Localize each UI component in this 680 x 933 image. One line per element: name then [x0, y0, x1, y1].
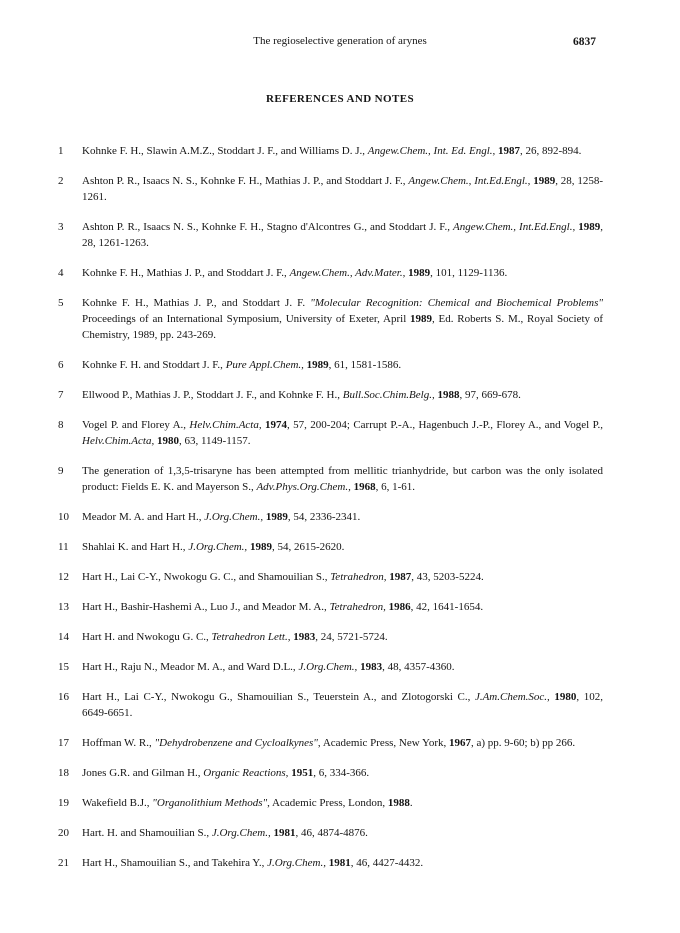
- journal-title: Tetrahedron,: [330, 571, 387, 583]
- running-title: The regioselective generation of arynes: [253, 35, 427, 47]
- journal-title: Angew.Chem., Int.Ed.Engl.,: [408, 175, 531, 187]
- reference-item: [58, 795, 603, 811]
- reference-item: [58, 689, 603, 721]
- reference-segment: The generation of 1,3,5-trisaryne has been attempted from mellitic trianhydride, but carbon was the only isolated product: Fields E. K. and Mayerson S.,: [82, 465, 603, 493]
- reference-number: 9: [58, 465, 64, 477]
- journal-title: J.Org.Chem.,: [267, 857, 326, 869]
- reference-segment: Hart H., Shamouilian S., and Takehira Y.,: [82, 857, 268, 869]
- reference-segment: , 102, 6649-6651.: [82, 691, 604, 719]
- reference-item: [58, 659, 603, 675]
- reference-text: [82, 765, 603, 781]
- reference-segment: Proceedings of an International Symposium, University of Exeter, April: [82, 313, 411, 325]
- journal-title: J.Org.Chem.,: [211, 827, 271, 839]
- reference-segment: , 24, 5721-5724.: [315, 631, 388, 643]
- reference-item: [58, 173, 603, 205]
- reference-segment: Vogel P. and Florey A.,: [82, 419, 190, 431]
- reference-text: [82, 599, 603, 615]
- reference-item: [58, 599, 603, 615]
- reference-segment: Ashton P. R., Isaacs N. S., Kohnke F. H., Mathias J. P., and Stoddart J. F.,: [82, 175, 409, 187]
- reference-number: 3: [58, 221, 64, 233]
- publication-year: 1974: [265, 419, 287, 431]
- reference-text: [82, 509, 603, 525]
- publication-year: 1951: [291, 767, 314, 779]
- reference-number: 5: [58, 297, 64, 309]
- journal-title: Angew.Chem., Adv.Mater.,: [289, 267, 406, 279]
- publication-year: 1981: [328, 857, 351, 869]
- journal-title: J.Org.Chem.,: [204, 511, 264, 523]
- reference-segment: , 57, 200-204; Carrupt P.-A., Hagenbuch J.-P., Florey A., and Vogel P.,: [287, 419, 603, 431]
- reference-segment: , a) pp. 9-60; b) pp 266.: [471, 737, 576, 749]
- reference-text: [82, 265, 603, 281]
- journal-title: Angew.Chem., Int.Ed.Engl.,: [452, 221, 576, 233]
- reference-list: [58, 143, 603, 885]
- journal-title: Pure Appl.Chem.,: [225, 359, 304, 371]
- journal-title: Helv.Chim.Acta,: [189, 419, 262, 431]
- publication-year: 1988: [387, 797, 410, 809]
- reference-segment: , 6, 1-61.: [375, 481, 416, 493]
- reference-segment: Jones G.R. and Gilman H.,: [82, 767, 204, 779]
- reference-number: 15: [58, 661, 69, 673]
- reference-number: 21: [58, 857, 69, 869]
- publication-year: 1989: [410, 313, 433, 325]
- reference-number: 7: [58, 389, 64, 401]
- reference-item: [58, 539, 603, 555]
- reference-item: [58, 295, 603, 343]
- reference-number: 18: [58, 767, 69, 779]
- journal-title: Helv.Chim.Acta,: [82, 435, 155, 447]
- publication-year: 1989: [578, 221, 601, 233]
- publication-year: 1981: [273, 827, 296, 839]
- reference-number: 1: [58, 145, 64, 157]
- reference-segment: , 43, 5203-5224.: [411, 571, 484, 583]
- reference-segment: , 26, 892-894.: [520, 145, 582, 157]
- publication-year: 1968: [353, 481, 376, 493]
- reference-segment: , Academic Press, New York,: [317, 737, 449, 749]
- reference-text: [82, 417, 603, 449]
- reference-text: [82, 735, 603, 751]
- reference-item: [58, 629, 603, 645]
- reference-number: 20: [58, 827, 69, 839]
- reference-number: 2: [58, 175, 64, 187]
- reference-segment: Kohnke F. H., Mathias J. P., and Stoddart J. F.: [82, 297, 311, 309]
- publication-year: 1967: [449, 737, 471, 749]
- journal-title: Bull.Soc.Chim.Belg.,: [342, 389, 435, 401]
- reference-item: [58, 219, 603, 251]
- journal-title: Organic Reactions,: [203, 767, 289, 779]
- journal-title: J.Org.Chem.,: [298, 661, 358, 673]
- publication-year: 1989: [306, 359, 329, 371]
- reference-segment: Hoffman W. R.,: [82, 737, 155, 749]
- reference-segment: Meador M. A. and Hart H.,: [82, 511, 205, 523]
- reference-item: [58, 509, 603, 525]
- reference-item: [58, 463, 603, 495]
- reference-segment: Hart H., Lai C-Y., Nwokogu G., Shamouilian S., Teuerstein A., and Zlotogorski C.,: [82, 691, 475, 703]
- reference-number: 13: [58, 601, 69, 613]
- journal-title: Adv.Phys.Org.Chem.,: [256, 481, 351, 493]
- publication-year: 1987: [498, 145, 520, 157]
- publication-year: 1989: [408, 267, 431, 279]
- reference-text: [82, 387, 603, 403]
- reference-text: [82, 795, 603, 811]
- reference-text: [82, 539, 603, 555]
- reference-segment: , 48, 4357-4360.: [382, 661, 455, 673]
- reference-segment: , 97, 669-678.: [459, 389, 521, 401]
- reference-item: [58, 735, 603, 751]
- reference-text: [82, 219, 603, 251]
- reference-number: 16: [58, 691, 69, 703]
- reference-segment: , 54, 2615-2620.: [271, 541, 345, 553]
- reference-number: 12: [58, 571, 69, 583]
- reference-number: 4: [58, 267, 64, 279]
- reference-number: 11: [58, 541, 69, 553]
- reference-segment: Hart H., Bashir-Hashemi A., Luo J., and Meador M. A.,: [82, 601, 330, 613]
- reference-text: [82, 855, 603, 871]
- reference-segment: Kohnke F. H. and Stoddart J. F.,: [82, 359, 226, 371]
- journal-title: J.Am.Chem.Soc.,: [474, 691, 550, 703]
- reference-text: [82, 659, 603, 675]
- publication-year: 1983: [293, 631, 316, 643]
- publication-year: 1983: [360, 661, 383, 673]
- reference-text: [82, 143, 603, 159]
- reference-segment: , 46, 4427-4432.: [350, 857, 424, 869]
- publication-year: 1989: [249, 541, 272, 553]
- journal-title: J.Org.Chem.,: [188, 541, 248, 553]
- reference-segment: Hart H. and Nwokogu G. C.,: [82, 631, 212, 643]
- page-number: 6837: [573, 36, 596, 48]
- reference-segment: , 101, 1129-1136.: [430, 267, 508, 279]
- reference-segment: Hart H., Lai C-Y., Nwokogu G. C., and Shamouilian S.,: [82, 571, 331, 583]
- reference-item: [58, 825, 603, 841]
- reference-text: [82, 569, 603, 585]
- reference-item: [58, 417, 603, 449]
- reference-segment: .: [409, 797, 413, 809]
- reference-number: 10: [58, 511, 69, 523]
- reference-item: [58, 387, 603, 403]
- reference-text: [82, 825, 603, 841]
- publication-year: 1989: [265, 511, 288, 523]
- reference-segment: Hart. H. and Shamouilian S.,: [82, 827, 212, 839]
- reference-segment: Hart H., Raju N., Meador M. A., and Ward D.L.,: [82, 661, 299, 673]
- reference-number: 8: [58, 419, 64, 431]
- journal-title: Angew.Chem., Int. Ed. Engl.,: [367, 145, 496, 157]
- reference-text: [82, 357, 603, 373]
- publication-year: 1980: [554, 691, 577, 703]
- reference-segment: Kohnke F. H., Slawin A.M.Z., Stoddart J. F., and Williams D. J.,: [82, 145, 368, 157]
- reference-segment: , 54, 2336-2341.: [287, 511, 361, 523]
- reference-segment: , 61, 1581-1586.: [328, 359, 402, 371]
- journal-title: "Organolithium Methods": [152, 797, 268, 809]
- reference-text: [82, 689, 603, 721]
- reference-segment: , Ed. Roberts S. M., Royal Society of Chemistry, 1989, pp. 243-269.: [82, 313, 603, 341]
- reference-segment: , 46, 4874-4876.: [295, 827, 368, 839]
- reference-number: 14: [58, 631, 69, 643]
- reference-item: [58, 765, 603, 781]
- reference-segment: Ellwood P., Mathias J. P., Stoddart J. F., and Kohnke F. H.,: [82, 389, 343, 401]
- journal-title: Tetrahedron Lett.,: [211, 631, 291, 643]
- reference-segment: , 42, 1641-1654.: [410, 601, 484, 613]
- reference-item: [58, 569, 603, 585]
- reference-text: [82, 463, 603, 495]
- publication-year: 1986: [388, 601, 411, 613]
- reference-segment: , 63, 1149-1157.: [178, 435, 251, 447]
- reference-segment: , 6, 334-366.: [313, 767, 370, 779]
- reference-segment: Kohnke F. H., Mathias J. P., and Stoddart J. F.,: [82, 267, 290, 279]
- reference-text: [82, 629, 603, 645]
- reference-number: 19: [58, 797, 69, 809]
- reference-segment: , 28, 1258-1261.: [82, 175, 604, 203]
- section-heading: REFERENCES AND NOTES: [266, 93, 414, 105]
- reference-item: [58, 265, 603, 281]
- running-head: [0, 35, 680, 51]
- reference-text: [82, 173, 603, 205]
- reference-item: [58, 357, 603, 373]
- reference-segment: Shahlai K. and Hart H.,: [82, 541, 189, 553]
- reference-segment: , 28, 1261-1263.: [82, 221, 604, 249]
- journal-title: "Dehydrobenzene and Cycloalkynes": [154, 737, 318, 749]
- reference-segment: Wakefield B.J.,: [82, 797, 153, 809]
- journal-title: "Molecular Recognition: Chemical and Biochemical Problems": [310, 297, 603, 309]
- reference-text: [82, 295, 603, 343]
- publication-year: 1980: [156, 435, 179, 447]
- reference-segment: Ashton P. R., Isaacs N. S., Kohnke F. H., Stagno d'Alcontres G., and Stoddart J. F.,: [82, 221, 453, 233]
- publication-year: 1988: [437, 389, 460, 401]
- publication-year: 1989: [533, 175, 556, 187]
- publication-year: 1987: [389, 571, 412, 583]
- reference-item: [58, 855, 603, 871]
- reference-item: [58, 143, 603, 159]
- reference-number: 17: [58, 737, 69, 749]
- reference-segment: , Academic Press, London,: [267, 797, 388, 809]
- reference-number: 6: [58, 359, 64, 371]
- journal-title: Tetrahedron,: [329, 601, 386, 613]
